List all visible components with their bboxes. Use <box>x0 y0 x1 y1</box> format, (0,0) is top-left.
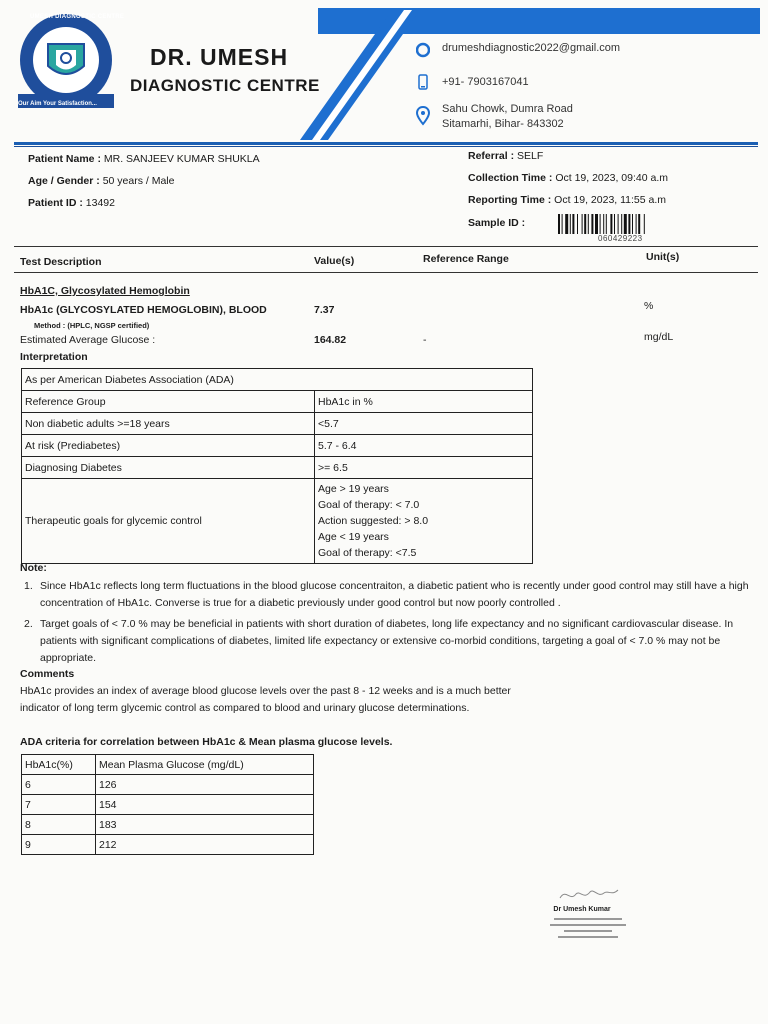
correlation-table <box>21 754 314 855</box>
eag-value: 164.82 <box>314 334 347 346</box>
barcode-bar <box>636 214 637 234</box>
header-slash-decoration <box>300 10 420 140</box>
col-units: Unit(s) <box>646 251 680 263</box>
patient-name: MR. SANJEEV KUMAR SHUKLA <box>103 153 260 165</box>
table-header-cell: Mean Plasma Glucose (mg/dL) <box>96 755 314 775</box>
table-header-cell: HbA1c(%) <box>22 755 96 775</box>
sample-id-label: Sample ID : <box>468 217 526 229</box>
goal-line: Age > 19 years <box>318 483 389 495</box>
clinic-logo <box>14 10 118 114</box>
table-cell: Diagnosing Diabetes <box>22 457 315 479</box>
table-row <box>22 795 314 815</box>
sample-id-row <box>468 217 525 229</box>
collection-time-row <box>468 172 668 184</box>
table-row <box>22 457 533 479</box>
col-values: Value(s) <box>314 255 355 267</box>
table-cell: 6 <box>22 775 96 795</box>
barcode-bar <box>603 214 604 234</box>
table-cell: 183 <box>96 815 314 835</box>
patient-id-row <box>28 197 115 209</box>
age-gender-label: Age / Gender : <box>28 175 100 187</box>
table-row <box>22 391 533 413</box>
barcode-bar <box>638 214 640 234</box>
sample-barcode-number: 060429223 <box>598 234 643 243</box>
barcode-bar <box>610 214 612 234</box>
eag-label: Estimated Average Glucose : <box>20 334 156 346</box>
location-pin-icon <box>416 106 430 126</box>
hba1c-value: 7.37 <box>314 304 335 316</box>
section-title: HbA1C, Glycosylated Hemoglobin <box>20 285 190 297</box>
barcode-bar <box>577 214 578 234</box>
email-text: drumeshdiagnostic2022@gmail.com <box>442 42 621 54</box>
table-row <box>22 835 314 855</box>
table-caption: As per American Diabetes Association (ADA) <box>22 369 533 391</box>
divider <box>14 246 758 247</box>
header-rule-thin <box>14 146 758 147</box>
table-row <box>22 815 314 835</box>
list-item <box>24 578 754 612</box>
note-heading: Note: <box>20 562 47 574</box>
collection-time: Oct 19, 2023, 09:40 a.m <box>555 172 668 184</box>
address-line-1: Sahu Chowk, Dumra Road <box>442 103 573 115</box>
goal-line: Age < 19 years <box>318 531 389 543</box>
col-reference-range: Reference Range <box>423 253 509 265</box>
signature-scribble <box>556 884 622 904</box>
phone-text: +91- 7903167041 <box>442 76 529 88</box>
table-cell: >= 6.5 <box>315 457 533 479</box>
goal-line: Action suggested: > 8.0 <box>318 515 429 527</box>
reporting-time-label: Reporting Time : <box>468 194 552 206</box>
reporting-time: Oct 19, 2023, 11:55 a.m <box>554 194 667 206</box>
patient-name-row <box>28 153 260 165</box>
address-line-2: Sitamarhi, Bihar- 843302 <box>442 118 564 130</box>
hba1c-label: HbA1c (GLYCOSYLATED HEMOGLOBIN), BLOOD <box>20 304 267 316</box>
barcode-bar <box>621 214 622 234</box>
table-cell: Non diabetic adults >=18 years <box>22 413 315 435</box>
barcode-bar <box>582 214 583 234</box>
barcode-bar <box>600 214 601 234</box>
table-cell: 154 <box>96 795 314 815</box>
reporting-time-row <box>468 194 666 206</box>
brand-name: DR. UMESH <box>150 44 289 70</box>
list-item <box>24 616 754 667</box>
therapeutic-goals-cell <box>315 479 533 564</box>
table-row <box>22 775 314 795</box>
table-row <box>22 369 533 391</box>
table-cell: 9 <box>22 835 96 855</box>
collection-time-label: Collection Time : <box>468 172 553 184</box>
email-icon <box>416 42 430 58</box>
table-cell: <5.7 <box>315 413 533 435</box>
table-cell: 126 <box>96 775 314 795</box>
sample-barcode <box>558 214 688 234</box>
referral-label: Referral : <box>468 150 515 162</box>
barcode-bar <box>591 214 593 234</box>
barcode-bar <box>562 214 563 234</box>
referral: SELF <box>517 150 544 162</box>
signatory-name: Dr Umesh Kumar <box>553 906 611 913</box>
header-rule <box>14 142 758 145</box>
table-cell: At risk (Prediabetes) <box>22 435 315 457</box>
signatory-credentials-scribble <box>548 916 628 942</box>
table-cell: Therapeutic goals for glycemic control <box>22 479 315 564</box>
table-cell: 5.7 - 6.4 <box>315 435 533 457</box>
table-row <box>22 435 533 457</box>
goal-line: Goal of therapy: < 7.0 <box>318 499 420 511</box>
barcode-bar <box>614 214 615 234</box>
age-gender-row <box>28 175 174 187</box>
barcode-bar <box>628 214 630 234</box>
logo-tagline: Our Aim Your Satisfaction... <box>18 101 97 107</box>
note-number: 1. <box>24 580 33 592</box>
goal-line: Goal of therapy: <7.5 <box>318 547 417 559</box>
comments-line-2: indicator of long term glycemic control as compared to blood and urinary glucose determinations. <box>20 702 470 714</box>
col-test-description: Test Description <box>20 256 102 268</box>
table-row <box>22 479 533 564</box>
note-number: 2. <box>24 618 33 630</box>
note-list <box>24 578 754 671</box>
divider <box>14 272 758 273</box>
table-row <box>22 755 314 775</box>
note-text: Since HbA1c reflects long term fluctuations in the blood glucose concentraiton, a diabetic patient who is recently under good control may still have a high concentration of HbA1c. Converse is true for a diabetic previously under good control but now poorly controlled . <box>40 580 749 609</box>
brand-subtitle: DIAGNOSTIC CENTRE <box>130 76 320 95</box>
patient-name-label: Patient Name : <box>28 153 101 165</box>
ada-reference-table <box>21 368 533 564</box>
table-cell: 8 <box>22 815 96 835</box>
table-row <box>22 413 533 435</box>
eag-unit: mg/dL <box>644 331 674 343</box>
barcode-bar <box>632 214 633 234</box>
barcode-bar <box>572 214 574 234</box>
barcode-bar <box>606 214 607 234</box>
barcode-bar <box>595 214 598 234</box>
barcode-bar <box>584 214 586 234</box>
table-cell: 7 <box>22 795 96 815</box>
eag-range: - <box>423 334 427 346</box>
table-cell: 212 <box>96 835 314 855</box>
barcode-bar <box>624 214 627 234</box>
hba1c-unit: % <box>644 300 654 312</box>
table-header-cell: HbA1c in % <box>315 391 533 413</box>
barcode-bar <box>565 214 568 234</box>
barcode-bar <box>644 214 645 234</box>
phone-icon <box>416 74 430 90</box>
interpretation-heading: Interpretation <box>20 351 88 363</box>
logo-ring-text: UMESH DIAGNOSTIC CENTRE <box>30 14 125 20</box>
patient-id-label: Patient ID : <box>28 197 83 209</box>
note-text: Target goals of < 7.0 % may be beneficial in patients with short duration of diabetes, long life expectancy and no significant cardiovascular disease. In patients with significant complications of diabetes, limited life expectancy or extensive co-morbid conditions, targeting a goal of < 7.0 % may not be appropriate. <box>40 618 734 664</box>
correlation-title: ADA criteria for correlation between HbA1c & Mean plasma glucose levels. <box>20 736 393 748</box>
age-gender: 50 years / Male <box>102 175 175 187</box>
comments-line-1: HbA1c provides an index of average blood glucose levels over the past 8 - 12 weeks and is a much better <box>20 685 511 697</box>
comments-heading: Comments <box>20 668 75 680</box>
table-header-cell: Reference Group <box>22 391 315 413</box>
barcode-bar <box>588 214 589 234</box>
method: Method : (HPLC, NGSP certified) <box>34 321 150 330</box>
barcode-bar <box>570 214 571 234</box>
barcode-bar <box>558 214 560 234</box>
referral-row <box>468 150 543 162</box>
patient-id: 13492 <box>85 197 115 209</box>
barcode-bar <box>618 214 619 234</box>
